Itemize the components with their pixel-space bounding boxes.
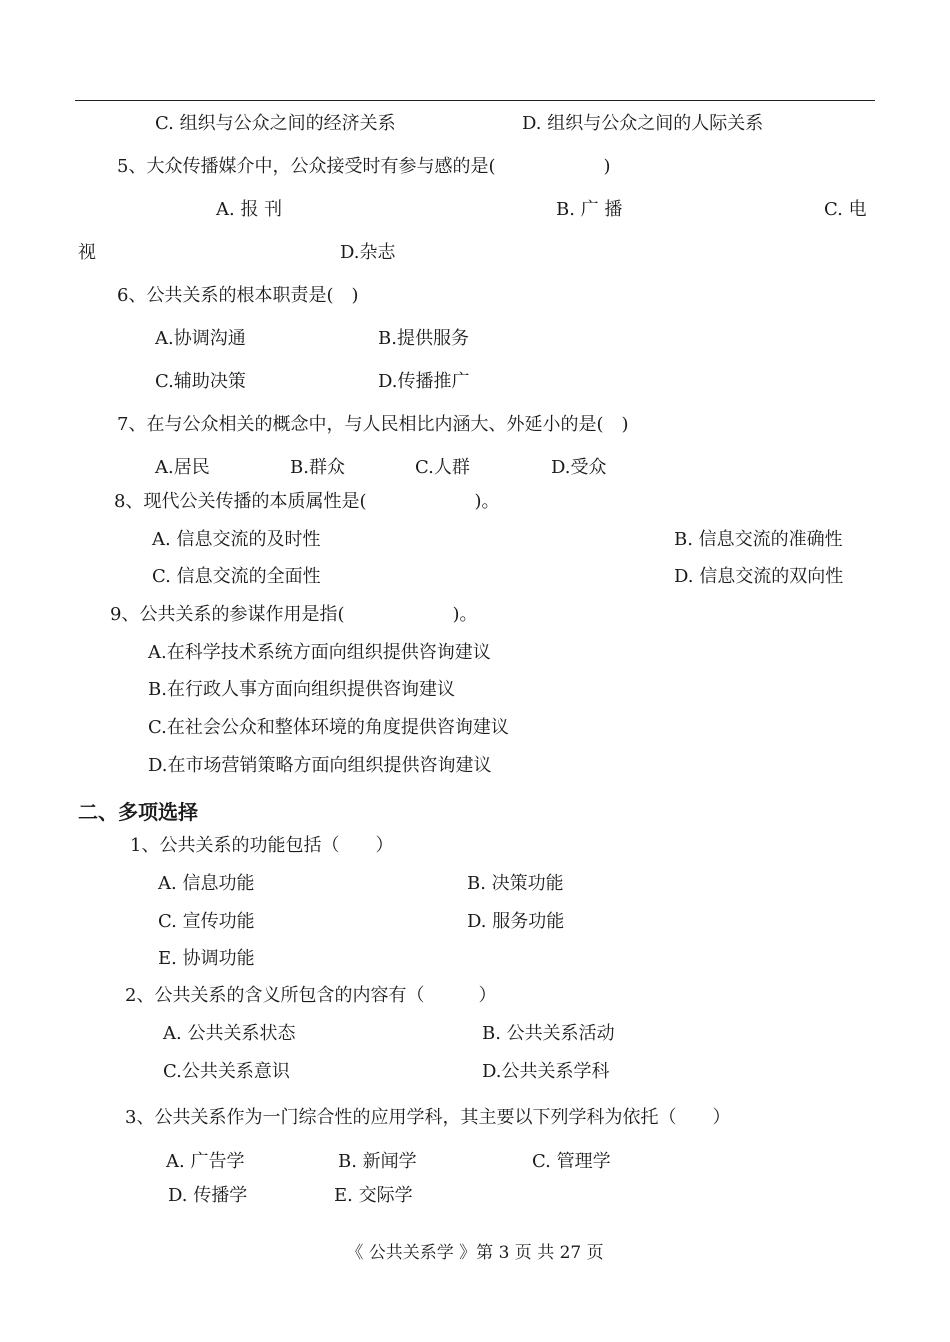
q7-option-b: B.群众 [290, 457, 345, 478]
m2-option-d: D.公共关系学科 [482, 1061, 610, 1082]
m1-stem: 1、公共关系的功能包括（ ） [130, 835, 394, 856]
m1-option-c: C. 宣传功能 [158, 911, 255, 932]
q6-option-d: D.传播推广 [378, 371, 470, 392]
q9-stem: 9、公共关系的参谋作用是指( )。 [110, 604, 478, 625]
m1-option-d: D. 服务功能 [467, 911, 565, 932]
q9-option-b: B.在行政人事方面向组织提供咨询建议 [148, 679, 455, 700]
q8-option-b: B. 信息交流的准确性 [674, 529, 843, 550]
q7-option-d: D.受众 [551, 457, 607, 478]
q9-option-a: A.在科学技术系统方面向组织提供咨询建议 [148, 642, 491, 663]
m3-stem: 3、公共关系作为一门综合性的应用学科，其主要以下列学科为依托（ ） [125, 1107, 731, 1128]
q4-option-c: C. 组织与公众之间的经济关系 [155, 113, 396, 134]
q9-option-d: D.在市场营销策略方面向组织提供咨询建议 [148, 755, 492, 776]
q9-option-c: C.在社会公众和整体环境的角度提供咨询建议 [148, 717, 509, 738]
q6-stem: 6、公共关系的根本职责是( ) [117, 285, 359, 306]
q6-option-c: C.辅助决策 [155, 371, 246, 392]
q8-option-c: C. 信息交流的全面性 [152, 566, 321, 587]
q5-option-a: A. 报 刊 [216, 199, 283, 220]
q6-option-a: A.协调沟通 [155, 328, 246, 349]
m2-stem: 2、公共关系的含义所包含的内容有（ ） [125, 985, 497, 1006]
m1-option-a: A. 信息功能 [158, 873, 255, 894]
m3-option-b: B. 新闻学 [338, 1151, 417, 1172]
m2-option-b: B. 公共关系活动 [482, 1023, 615, 1044]
q7-option-a: A.居民 [155, 457, 210, 478]
m3-option-c: C. 管理学 [532, 1151, 611, 1172]
q8-option-a: A. 信息交流的及时性 [152, 529, 321, 550]
q8-option-d: D. 信息交流的双向性 [674, 566, 844, 587]
m3-option-d: D. 传播学 [168, 1185, 248, 1206]
m1-option-b: B. 决策功能 [467, 873, 564, 894]
q6-option-b: B.提供服务 [378, 328, 469, 349]
m1-option-e: E. 协调功能 [158, 948, 255, 969]
q5-option-d: D.杂志 [340, 242, 396, 263]
header-rule [75, 100, 875, 101]
q4-option-d: D. 组织与公众之间的人际关系 [522, 113, 764, 134]
page-footer: 《 公共关系学 》第 3 页 共 27 页 [346, 1243, 604, 1263]
section-heading: 二、多项选择 [78, 800, 198, 824]
q7-option-c: C.人群 [415, 457, 470, 478]
m2-option-c: C.公共关系意识 [163, 1061, 290, 1082]
q8-stem: 8、现代公关传播的本质属性是( )。 [114, 491, 500, 512]
q5-stem: 5、大众传播媒介中，公众接受时有参与感的是( ) [117, 156, 611, 177]
m3-option-e: E. 交际学 [334, 1185, 413, 1206]
q5-option-b: B. 广 播 [556, 199, 623, 220]
q5-option-c-start: C. 电 [824, 199, 867, 220]
q5-option-c-end: 视 [78, 242, 96, 263]
q7-stem: 7、在与公众相关的概念中，与人民相比内涵大、外延小的是( ) [117, 414, 629, 435]
m3-option-a: A. 广告学 [166, 1151, 245, 1172]
m2-option-a: A. 公共关系状态 [163, 1023, 296, 1044]
